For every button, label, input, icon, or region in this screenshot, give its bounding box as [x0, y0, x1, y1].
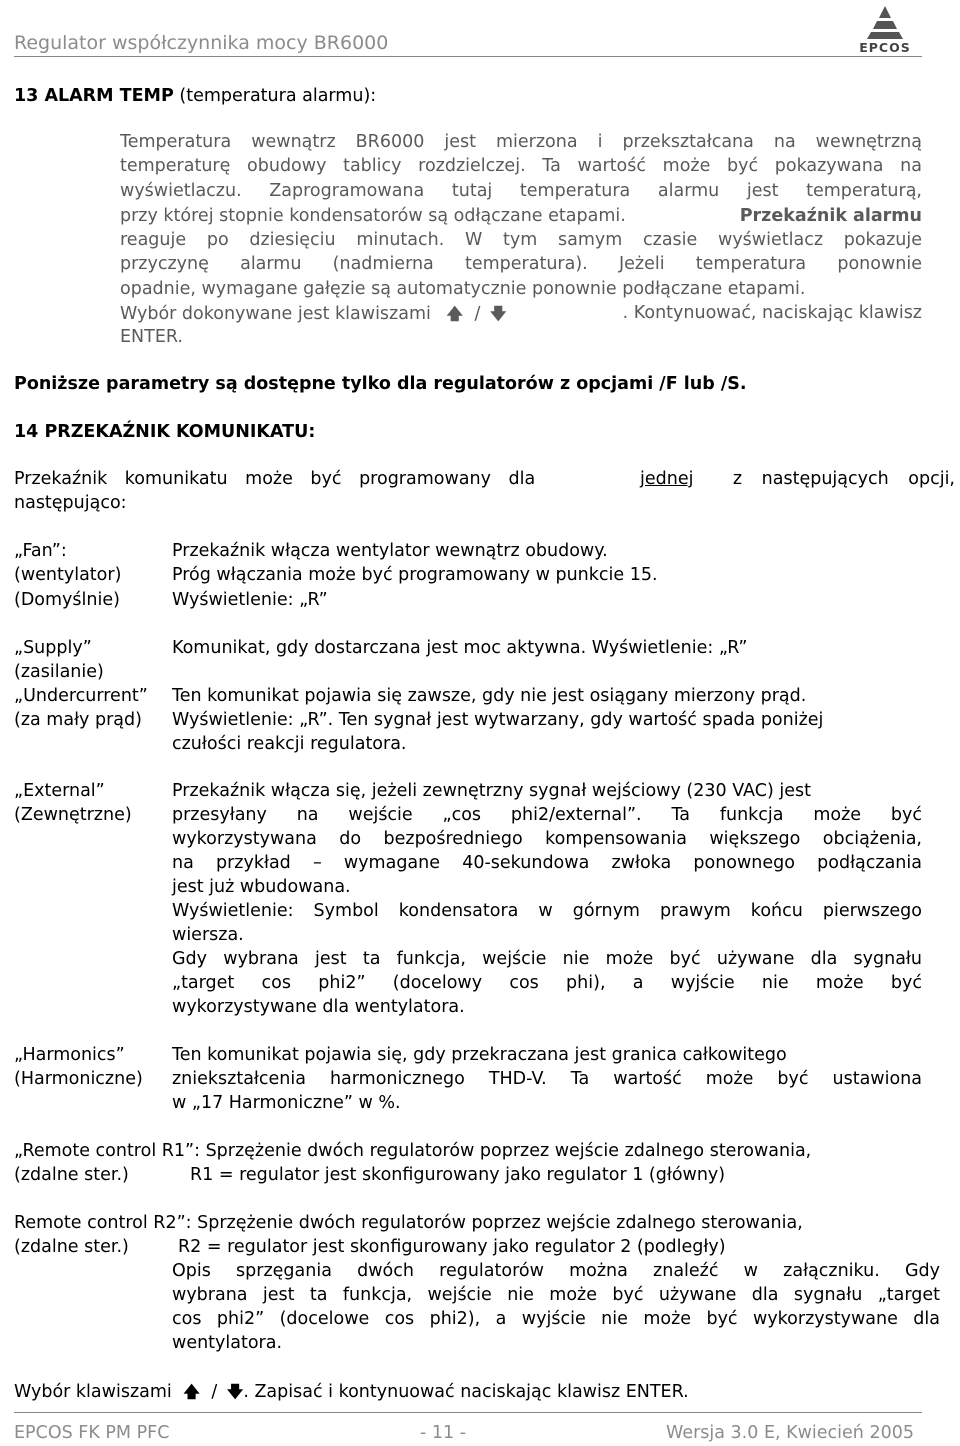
option-external-desc-4: na przykład – wymagane 40-sekundowa zwłoka ponownego podłączania — [172, 853, 922, 873]
footer-left: EPCOS FK PM PFC — [14, 1423, 170, 1443]
option-harmonics-desc-1: Ten komunikat pojawia się, gdy przekraczana jest granica całkowitego — [172, 1045, 787, 1065]
section-13-line-8 — [120, 303, 922, 330]
section-13-heading-rest: (temperatura alarmu): — [173, 86, 377, 106]
option-fan-desc-2: Próg włączania może być programowany w punkcie 15. — [172, 565, 658, 585]
section-13-heading — [14, 86, 376, 106]
option-undercurrent-desc-1: Ten komunikat pojawia się zawsze, gdy nie jest osiągany mierzony prąd. — [172, 686, 807, 706]
option-r2-desc-2: R2 = regulator jest skonfigurowany jako regulator 2 (podległy) — [178, 1237, 726, 1257]
option-external-desc-8: Gdy wybrana jest ta funkcja, wejście nie może być używane dla sygnału — [172, 949, 922, 969]
option-external-desc-6: Wyświetlenie: Symbol kondensatora w górnym prawym końcu pierwszego — [172, 901, 922, 921]
section-13-line-5: reaguje po dziesięciu minutach. W tym samym czasie wyświetlacz pokazuje — [120, 230, 922, 250]
footer-page-number: - 11 - — [420, 1423, 467, 1443]
arrow-down-icon: 🡇 — [226, 1382, 244, 1401]
option-external-term-2: (Zewnętrzne) — [14, 805, 132, 825]
option-fan-term-3: (Domyślnie) — [14, 590, 120, 610]
final-text-a: Wybór klawiszami — [14, 1382, 172, 1402]
epcos-logo-icon — [856, 4, 914, 40]
section-13-line-7: opadnie, wymagane gałęzie są automatycznie ponownie podłączane etapami. — [120, 279, 806, 299]
option-harmonics-term-2: (Harmoniczne) — [14, 1069, 143, 1089]
option-undercurrent-term: „Undercurrent” — [14, 686, 148, 706]
final-instruction — [14, 1381, 689, 1408]
option-external-desc-1: Przekaźnik włącza się, jeżeli zewnętrzny sygnał wejściowy (230 VAC) jest — [172, 781, 811, 801]
option-r2-desc-4: wybrana jest ta funkcja, wejście nie może być używane dla sygnału „target — [172, 1285, 940, 1305]
section-14-intro-line-1 — [14, 469, 955, 489]
intro-text-c: z następujących opcji, — [732, 469, 955, 489]
option-fan-desc-3: Wyświetlenie: „R” — [172, 590, 328, 610]
option-external-desc-9: „target cos phi2” (docelowy cos phi), a wyjście nie może być — [172, 973, 922, 993]
epcos-logo-text: EPCOS — [859, 40, 911, 55]
option-undercurrent-desc-2: Wyświetlenie: „R”. Ten sygnał jest wytwarzany, gdy wartość spada poniżej — [172, 710, 824, 730]
footer-version: Wersja 3.0 E, Kwiecień 2005 — [666, 1423, 914, 1443]
section-13-line-9: ENTER. — [120, 327, 183, 347]
arrow-up-icon: 🡅 — [446, 304, 463, 323]
option-r2-desc-3: Opis sprzęgania dwóch regulatorów można znaleźć w załączniku. Gdy — [172, 1261, 940, 1281]
option-external-term: „External” — [14, 781, 105, 801]
option-harmonics-desc-3: w „17 Harmoniczne” w %. — [172, 1093, 401, 1113]
option-supply-desc: Komunikat, gdy dostarczana jest moc aktywna. Wyświetlenie: „R” — [172, 638, 748, 658]
option-r2-desc-5: cos phi2” (docelowe cos phi2), a wyjście nie może być wykorzystywane dla — [172, 1309, 940, 1329]
document-header-title: Regulator współczynnika mocy BR6000 — [14, 32, 389, 54]
options-note: Poniższe parametry są dostępne tylko dla regulatorów z opcjami /F lub /S. — [14, 374, 747, 394]
option-undercurrent-term-2: (za mały prąd) — [14, 710, 142, 730]
section-13-line-4 — [120, 206, 922, 226]
section-14-heading: 14 PRZEKAŹNIK KOMUNIKATU: — [14, 422, 316, 442]
option-supply-term-2: (zasilanie) — [14, 662, 104, 682]
continue-text: . Kontynuować, naciskając klawisz — [622, 303, 922, 323]
intro-text-a: Przekaźnik komunikatu może być programowany dla — [14, 469, 536, 489]
option-fan-term: „Fan”: — [14, 541, 67, 561]
section-13-line-2: temperaturę obudowy tablicy rozdzielczej. Ta wartość może być pokazywana na — [120, 156, 922, 176]
section-13-line-3: wyświetlaczu. Zaprogramowana tutaj temperatura alarmu jest temperaturą, — [120, 181, 922, 201]
option-r1-term-2: (zdalne ster.) — [14, 1165, 129, 1185]
option-r2-line-1: Remote control R2”: Sprzężenie dwóch regulatorów poprzez wejście zdalnego sterowania, — [14, 1213, 803, 1233]
option-r2-desc-6: wentylatora. — [172, 1333, 283, 1353]
option-harmonics-desc-2: zniekształcenia harmonicznego THD-V. Ta wartość może być ustawiona — [172, 1069, 922, 1089]
slash-separator: / — [474, 304, 481, 324]
option-external-desc-5: jest już wbudowana. — [172, 877, 351, 897]
intro-underlined-word: jednej — [640, 469, 694, 489]
final-text-c: . Zapisać i kontynuować naciskając klawisz ENTER. — [243, 1382, 689, 1402]
option-r1-line-1: „Remote control R1”: Sprzężenie dwóch regulatorów poprzez wejście zdalnego sterowania, — [14, 1141, 812, 1161]
section-13-line-6: przyczynę alarmu (nadmierna temperatura). Jeżeli temperatura ponownie — [120, 254, 922, 274]
option-supply-term: „Supply” — [14, 638, 92, 658]
header-divider — [14, 56, 922, 57]
section-13-heading-bold: 13 ALARM TEMP — [14, 86, 174, 106]
footer-divider — [14, 1412, 922, 1413]
epcos-logo — [856, 4, 914, 56]
section-14-intro-line-2: następująco: — [14, 493, 127, 513]
arrow-up-icon: 🡅 — [183, 1382, 200, 1401]
option-fan-desc-1: Przekaźnik włącza wentylator wewnątrz obudowy. — [172, 541, 608, 561]
section-13-line-4-text: przy której stopnie kondensatorów są odłączane etapami. — [120, 206, 626, 226]
option-fan-term-2: (wentylator) — [14, 565, 122, 585]
option-undercurrent-desc-3: czułości reakcji regulatora. — [172, 734, 407, 754]
option-r2-term-2: (zdalne ster.) — [14, 1237, 129, 1257]
alarm-relay-bold-text: Przekaźnik alarmu — [739, 206, 922, 226]
option-harmonics-term: „Harmonics” — [14, 1045, 125, 1065]
option-external-desc-7: wiersza. — [172, 925, 244, 945]
arrow-down-icon: 🡇 — [489, 304, 507, 323]
final-slash: / — [211, 1382, 218, 1402]
section-13-line-1: Temperatura wewnątrz BR6000 jest mierzona i przekształcana na wewnętrzną — [120, 132, 922, 152]
key-selection-text: Wybór dokonywane jest klawiszami — [120, 304, 431, 324]
option-external-desc-10: wykorzystywane dla wentylatora. — [172, 997, 465, 1017]
option-r1-desc-2: R1 = regulator jest skonfigurowany jako regulator 1 (główny) — [190, 1165, 726, 1185]
option-external-desc-2: przesyłany na wejście „cos phi2/external”. Ta funkcja może być — [172, 805, 922, 825]
option-external-desc-3: wykorzystywana do bezpośredniego kompensowania większego obciążenia, — [172, 829, 922, 849]
